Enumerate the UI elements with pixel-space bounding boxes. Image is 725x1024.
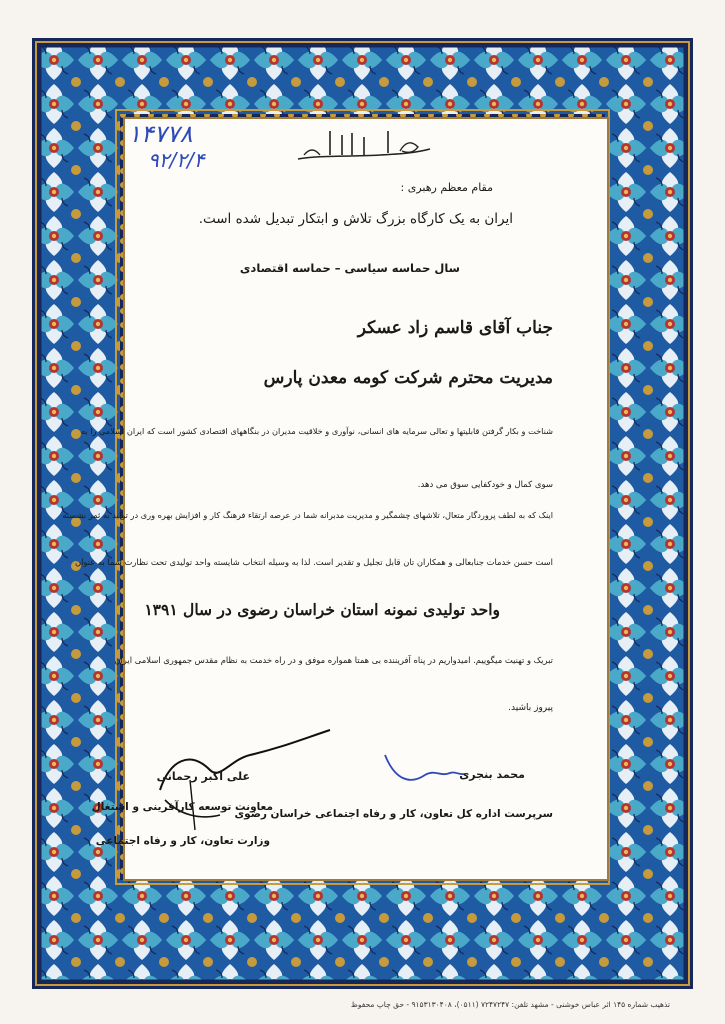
body-paragraph1-line1: شناخت و بکار گرفتن قابلیتها و تعالی سرمایه های انسانی، نوآوری و خلاقیت مدیران در بنگاههای اقتصادی کشور است که ایران اسلامی را به (80, 426, 553, 436)
body-paragraph1-line2: سوی کمال و خودکفایی سوق می دهد. (417, 480, 553, 490)
year-motto: سال حماسه سیاسی – حماسه اقتصادی (239, 261, 460, 275)
recipient-title: مدیریت محترم شرکت کومه معدن پارس (263, 368, 553, 388)
leader-quote: ایران به یک کارگاه بزرگ تلاش و ابتکار تبدیل شده است. (198, 211, 513, 227)
body-paragraph3-line2: پیروز باشید. (508, 703, 553, 713)
footer-print-note: تذهیب شماره ۱۴۵ اثر عباس خوشنی - مشهد تلفن: ۷۲۴۷۲۴۷ (۰۵۱۱)، ۹۱۵۳۱۳۰۴۰۸ - حق چاپ محفوظ (350, 1000, 670, 1009)
left-signer-title1: معاونت توسعه کارآفرینی و اشتغال (91, 801, 273, 813)
award-title: واحد تولیدی نمونه استان خراسان رضوی در سال ۱۳۹۱ (144, 600, 500, 619)
handwritten-date: ۹۲/۲/۴ (148, 148, 205, 172)
right-signer-name: محمد بنجری (459, 768, 525, 781)
bismillah-calligraphy (290, 125, 440, 167)
left-signer-name: علی اکبر رحمانی (156, 770, 250, 783)
body-paragraph2-line1: اینک که به لطف پروردگار متعال، تلاشهای چشمگیر و مدیریت مدبرانه شما در عرصه ارتقاء فرهنگ کار و افزایش بهره وری در تولید به ثمر نشسته (62, 510, 553, 520)
right-signer-title: سرپرست اداره کل تعاون، کار و رفاه اجتماعی خراسان رضوی (234, 808, 553, 820)
body-paragraph3-line1: تبریک و تهنیت میگوییم. امیدواریم در پناه آفریننده بی همتا همواره موفق و در راه خدمت به نظام مقدس جمهوری اسلامی ایران (114, 655, 553, 665)
quote-attribution: مقام معظم رهبری : (400, 181, 493, 194)
handwritten-number: ۱۴۷۷۸ (128, 120, 193, 148)
recipient-name: جناب آقای قاسم زاد عسکر (357, 318, 553, 338)
left-signer-title2: وزارت تعاون، کار و رفاه اجتماعی (95, 835, 270, 847)
body-paragraph2-line2: است حسن خدمات جنابعالی و همکاران تان قابل تجلیل و تقدیر است. لذا به وسیله انتخاب شایسته واحد تولیدی تحت نظارت شما به عنوان (74, 557, 553, 567)
